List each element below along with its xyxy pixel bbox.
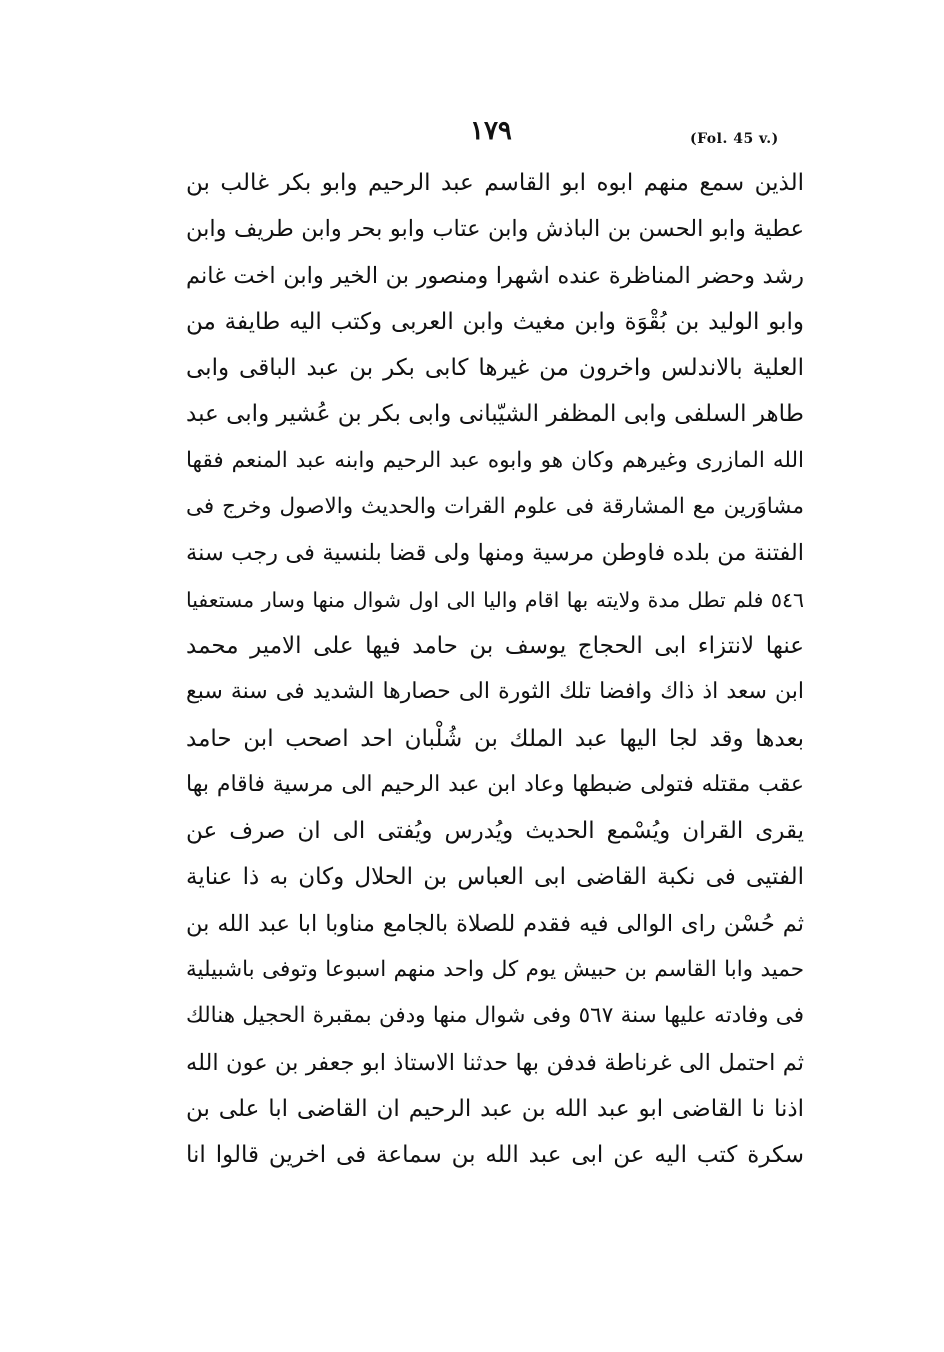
text-line: رشد وحضر المناظرة عنده اشهرا ومنصور بن الخير وابن اخت غانم — [186, 262, 804, 289]
page-number: ١٧٩ — [470, 116, 512, 146]
arabic-text-block — [186, 160, 804, 1179]
text-line: الله المازرى وغيرهم وكان هو وابوه عبد الرحيم وابنه عبد المنعم فقها — [186, 447, 804, 473]
text-line: ثم حُسْن راى الوالى فيه فقدم للصلاة بالجامع مناوبا ابا عبد الله بن — [186, 910, 804, 937]
text-line: يقرى القران ويُسْمع الحديث ويُدرس ويُفتى الى ان صرف عن — [186, 818, 804, 845]
text-line: اذنا نا القاضى ابو عبد الله بن عبد الرحيم ان القاضى ابا على بن — [186, 1095, 804, 1122]
page-header — [0, 112, 944, 152]
text-line: الفتيى فى نكبة القاضى ابى العباس بن الحلال وكان به ذا عناية — [186, 864, 804, 891]
text-line: ٥٤٦ فلم تطل مدة ولايته بها اقام واليا الى اول شوال منها وسار مستعفيا — [186, 587, 804, 612]
text-line: فى وفادته عليها سنة ٥٦٧ وفى شوال منها ودفن بمقبرة الحجيل هنالك — [186, 1003, 804, 1029]
text-line: وابو الوليد بن بُقْوَة وابن مغيث وابن العربى وكتب اليه طايفة من — [186, 308, 804, 335]
text-line: طاهر السلفى وابى المظفر الشيّبانى وابى بكر بن عُشير وابى عبد — [186, 401, 804, 428]
text-line: عطية وابو الحسن بن الباذش وابن عتاب وابو بحر وابن طريف وابن — [186, 216, 804, 243]
text-line: سكرة كتب اليه عن ابى عبد الله بن سماعة فى اخرين قالوا انا — [186, 1142, 804, 1169]
text-line: مشاوَرين مع المشارقة فى علوم القرات والحديث والاصول وخرج فى — [186, 494, 804, 520]
text-line: الذين سمع منهم ابوه ابو القاسم عبد الرحيم وابو بكر غالب بن — [186, 170, 804, 196]
text-line: بعدها وقد لجا اليها عبد الملك بن شُلْبان احد اصحب ابن حامد — [186, 725, 804, 752]
text-line: عقب مقتله فتولى ضبطها وعاد ابن عبد الرحيم الى مرسية فاقام بها — [186, 771, 804, 797]
text-line: ابن سعد اذ ذاك وافضا تلك الثورة الى حصارها الشديد فى سنة سبع — [186, 679, 804, 705]
text-line: عنها لانتزاء ابى الحجاج يوسف بن حامد فيها على الامير محمد — [186, 632, 804, 659]
text-line: الفتنة من بلده فاوطن مرسية ومنها ولى قضا بلنسية فى رجب سنة — [186, 540, 804, 567]
folio-reference: (Fol. 45 v.) — [690, 131, 779, 147]
text-line: العلية بالاندلس واخرون من غيرها كابى بكر بن عبد الباقى وابى — [186, 355, 804, 382]
text-line: حميد وابا القاسم بن حبيش يوم كل واحد منهم اسبوعا وتوفى باشبيلية — [186, 957, 804, 983]
text-line: ثم احتمل الى غرناطة فدفن بها حدثنا الاستاذ ابو جعفر بن عون الله — [186, 1049, 804, 1076]
